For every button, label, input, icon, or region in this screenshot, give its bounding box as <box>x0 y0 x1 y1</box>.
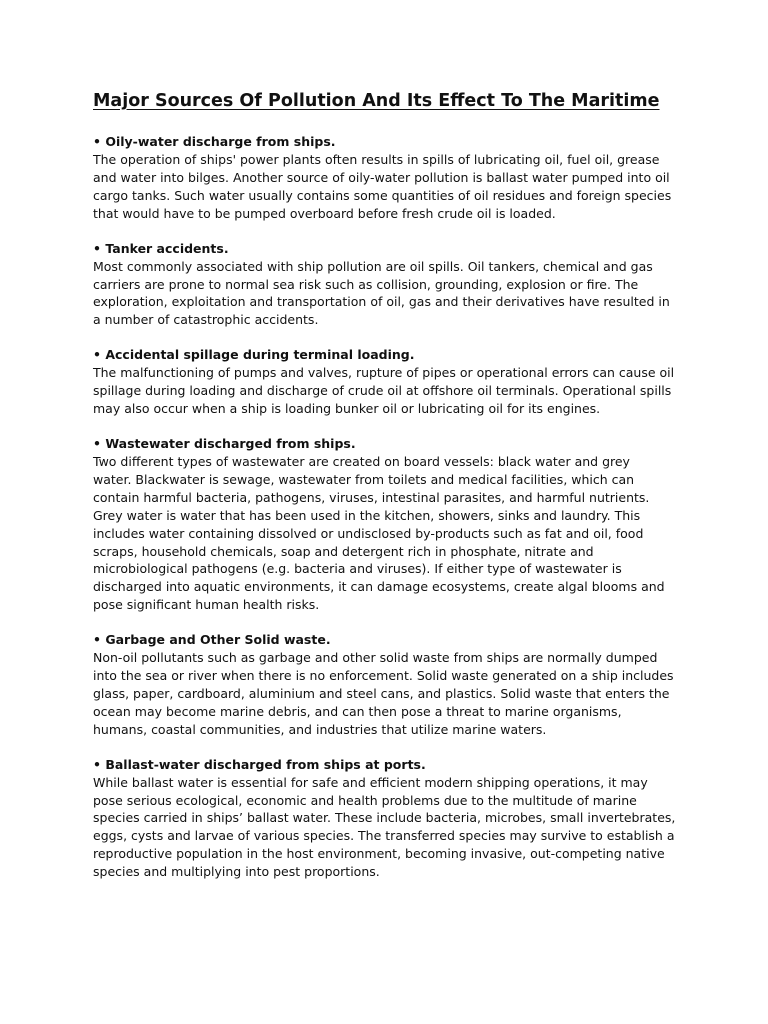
section-heading: • Oily-water discharge from ships. <box>93 134 336 149</box>
body-line: microbiological pathogens (e.g. bacteria and viruses). If either type of wastewater is <box>93 561 622 577</box>
body-line: Two different types of wastewater are created on board vessels: black water and grey <box>93 453 630 469</box>
body-line: scraps, household chemicals, soap and detergent rich in phosphate, nitrate and <box>93 543 594 559</box>
body-line: species carried in ships’ ballast water. These include bacteria, microbes, small invertebrates, <box>93 810 676 826</box>
body-line: spillage during loading and discharge of crude oil at offshore oil terminals. Operational spills <box>93 383 672 399</box>
body-line: glass, paper, cardboard, aluminium and steel cans, and plastics. Solid waste that enters the <box>93 685 670 701</box>
section-body <box>93 453 693 614</box>
body-line: pose significant human health risks. <box>93 597 320 613</box>
body-line: into the sea or river when there is no enforcement. Solid waste generated on a ship includes <box>93 668 674 684</box>
body-line: pose serious ecological, economic and health problems due to the multitude of marine <box>93 792 637 808</box>
section-body <box>93 151 693 223</box>
section-heading: • Tanker accidents. <box>93 240 229 256</box>
body-line: may also occur when a ship is loading bunker oil or lubricating oil for its engines. <box>93 401 601 417</box>
document-section <box>93 631 693 739</box>
body-line: a number of catastrophic accidents. <box>93 312 319 328</box>
body-line: The malfunctioning of pumps and valves, rupture of pipes or operational errors can cause oil <box>93 365 675 381</box>
document-section <box>93 346 693 418</box>
section-body <box>93 258 693 330</box>
document-section <box>93 756 693 881</box>
body-line: water. Blackwater is sewage, wastewater from toilets and medical facilities, which can <box>93 471 635 487</box>
body-line: reproductive population in the host environment, becoming invasive, out-competing native <box>93 846 665 862</box>
document-section <box>93 435 693 614</box>
section-body <box>93 774 693 881</box>
document-section <box>93 240 693 330</box>
body-line: ocean may become marine debris, and can then pose a threat to marine organisms, <box>93 703 622 719</box>
body-line: While ballast water is essential for safe and efficient modern shipping operations, it may <box>93 774 648 790</box>
section-heading: • Wastewater discharged from ships. <box>93 435 356 451</box>
section-heading: • Ballast-water discharged from ships at ports. <box>93 756 426 772</box>
body-line: eggs, cysts and larvae of various species. The transferred species may survive to establish a <box>93 828 675 844</box>
document-sections <box>93 133 693 881</box>
body-line: exploration, exploitation and transportation of oil, gas and their derivatives have resulted in <box>93 294 670 310</box>
body-line: carriers are prone to normal sea risk such as collision, grounding, explosion or fire. The <box>93 276 639 292</box>
body-line: Most commonly associated with ship pollution are oil spills. Oil tankers, chemical and gas <box>93 258 653 274</box>
body-line: humans, coastal communities, and industries that utilize marine waters. <box>93 721 547 737</box>
document-page <box>93 88 693 898</box>
body-line: includes water containing dissolved or undisclosed by-products such as fat and oil, food <box>93 525 644 541</box>
section-heading: • Accidental spillage during terminal loading. <box>93 347 415 363</box>
body-line: that would have to be pumped overboard before fresh crude oil is loaded. <box>93 205 556 221</box>
body-line: species and multiplying into pest proportions. <box>93 864 380 880</box>
body-line: Grey water is water that has been used in the kitchen, showers, sinks and laundry. This <box>93 507 641 523</box>
body-line: contain harmful bacteria, pathogens, viruses, intestinal parasites, and harmful nutrients. <box>93 489 650 505</box>
document-title: Major Sources Of Pollution And Its Effect To The Maritime <box>93 91 660 111</box>
body-line: cargo tanks. Such water usually contains some quantities of oil residues and foreign species <box>93 187 672 203</box>
body-line: Non-oil pollutants such as garbage and other solid waste from ships are normally dumped <box>93 650 658 666</box>
section-body <box>93 649 693 739</box>
section-body <box>93 364 693 418</box>
document-section <box>93 133 693 223</box>
body-line: discharged into aquatic environments, it can damage ecosystems, create algal blooms and <box>93 579 665 595</box>
body-line: The operation of ships' power plants often results in spills of lubricating oil, fuel oil, grease <box>93 152 660 167</box>
body-line: and water into bilges. Another source of oily-water pollution is ballast water pumped into oil <box>93 169 670 185</box>
section-heading: • Garbage and Other Solid waste. <box>93 632 331 648</box>
